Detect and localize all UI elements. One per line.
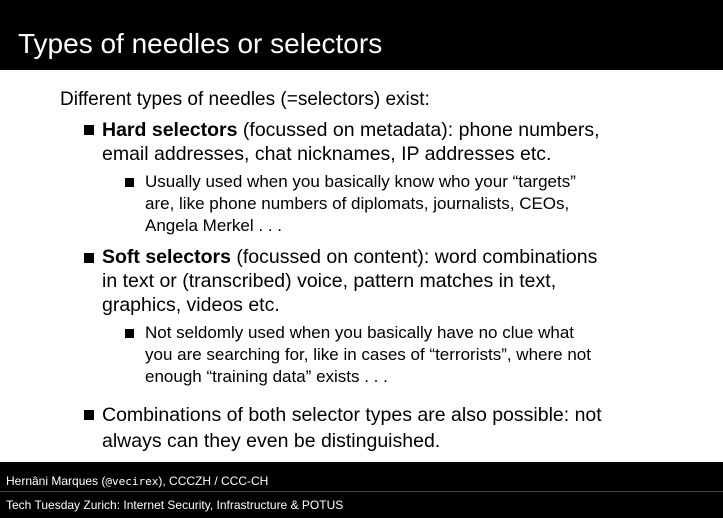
footer-author: Hernâni Marques (@vecirex), CCCZH / CCC-CH [6,474,269,488]
list-item-combinations: Combinations of both selector types are also possible: not always can they even be distinguished. [102,404,602,452]
bullet-square-icon [84,410,94,420]
slide-title: Types of needles or selectors [18,28,383,59]
sub-bullet-square-icon [125,178,134,187]
list-item-hard-selectors: Hard selectors (focussed on metadata): phone numbers, email addresses, chat nicknames, IP addresses etc. [102,119,600,165]
footer-event: Tech Tuesday Zurich: Internet Security, Infrastructure & POTUS [6,498,344,512]
hard-selectors-label: Hard selectors [102,119,238,141]
footer-divider [0,491,723,492]
sub-item-hard-usage: Usually used when you basically know who your “targets” are, like phone numbers of diplomats, journalists, CEOs, Angela Merkel . . . [145,172,576,235]
bullet-square-icon [84,125,94,135]
sub-bullet-square-icon [125,329,134,338]
author-handle: @vecirex [105,475,159,488]
intro-text: Different types of needles (=selectors) exist: [60,89,430,110]
list-item-soft-selectors: Soft selectors (focussed on content): word combinations in text or (transcribed) voice, pattern matches in text, graphics, videos etc. [102,246,598,316]
bullet-square-icon [84,253,94,263]
sub-item-soft-usage: Not seldomly used when you basically have no clue what you are searching for, like in cases of “terrorists”, where not enough “training data” exists . . . [145,323,591,386]
soft-selectors-label: Soft selectors [102,246,231,268]
